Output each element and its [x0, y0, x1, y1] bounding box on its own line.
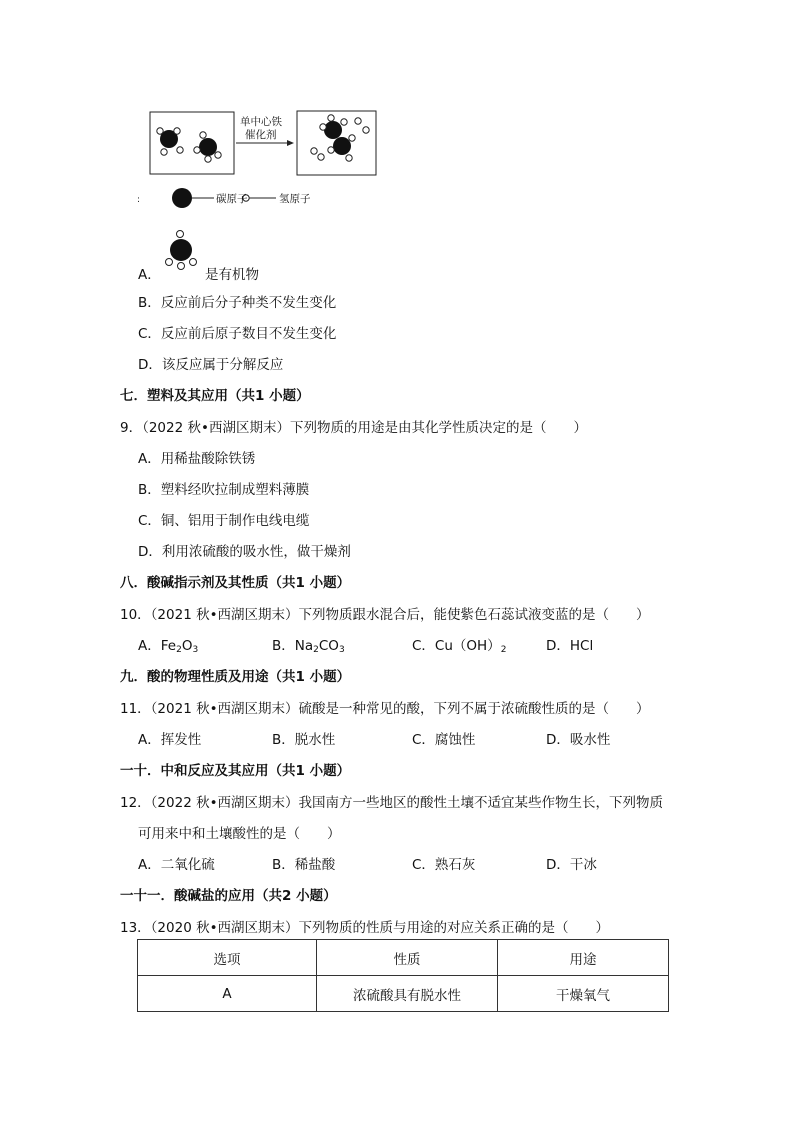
legend-carbon-label: 碳原子	[216, 193, 248, 205]
q10-option-c: C．$Cu(OH)_2$	[412, 638, 507, 655]
q8-option-a-text: 是有机物	[205, 267, 259, 283]
table-header-row	[138, 940, 669, 976]
arrow-label-line1: 单中心铁	[240, 116, 282, 128]
q13-table	[137, 939, 669, 1012]
svg-text::: :	[137, 195, 141, 205]
table-header-cell: 性质	[317, 940, 498, 976]
q10-option-d: D．HCl	[546, 638, 594, 654]
q8-option-b: B．反应前后分子种类不发生变化	[138, 295, 337, 311]
table-row	[138, 976, 669, 1012]
q12-option-c: C．熟石灰	[412, 857, 476, 873]
methane-molecule-2	[194, 132, 221, 162]
table-cell: 干燥氧气	[498, 976, 669, 1012]
table-header-cell: 用途	[498, 940, 669, 976]
q9-option-b: B．塑料经吹拉制成塑料薄膜	[138, 482, 310, 498]
q10-option-b: B．$Na_2CO_3$	[272, 638, 345, 655]
q8-option-d: D．该反应属于分解反应	[138, 357, 284, 373]
section-8-heading: 八．酸碱指示剂及其性质（共1 小题）	[120, 575, 351, 591]
table-cell: A	[138, 976, 317, 1012]
q11-option-a: A．挥发性	[138, 732, 202, 748]
q8-option-c: C．反应前后原子数目不发生变化	[138, 326, 337, 342]
q12-option-a: A．二氧化硫	[138, 857, 215, 873]
q10-option-a: A．$Fe_2O_3$	[138, 638, 199, 655]
section-11-heading: 一十一．酸碱盐的应用（共2 小题）	[120, 888, 337, 904]
q11-stem: 11．（2021 秋•西湖区期末）硫酸是一种常见的酸，下列不属于浓硫酸性质的是（ ）	[120, 701, 650, 717]
q13-stem: 13．（2020 秋•西湖区期末）下列物质的性质与用途的对应关系正确的是（ ）	[120, 920, 610, 936]
q11-option-c: C．腐蚀性	[412, 732, 476, 748]
q11-option-d: D．吸水性	[546, 732, 611, 748]
arrow-label-line2: 催化剂	[245, 129, 277, 141]
q12-stem-line1: 12．（2022 秋•西湖区期末）我国南方一些地区的酸性土壤不适宜某些作物生长，下列物质	[120, 795, 664, 811]
table-cell: 浓硫酸具有脱水性	[317, 976, 498, 1012]
q9-option-a: A．用稀盐酸除铁锈	[138, 451, 256, 467]
legend-hydrogen-label: 氢原子	[279, 193, 311, 205]
q9-option-c: C．铜、铝用于制作电线电缆	[138, 513, 310, 529]
section-7-heading: 七．塑料及其应用（共1 小题）	[120, 388, 310, 404]
table-header-cell: 选项	[138, 940, 317, 976]
option-a-molecule	[166, 231, 197, 270]
q9-stem: 9．（2022 秋•西湖区期末）下列物质的用途是由其化学性质决定的是（ ）	[120, 420, 587, 436]
methane-molecule-1	[157, 128, 183, 155]
ethane-molecule	[320, 115, 355, 161]
legend-carbon	[172, 188, 214, 208]
q9-option-d: D．利用浓硫酸的吸水性，做干燥剂	[138, 544, 351, 560]
section-10-heading: 一十．中和反应及其应用（共1 小题）	[120, 763, 351, 779]
section-9-heading: 九．酸的物理性质及用途（共1 小题）	[120, 669, 351, 685]
reaction-diagram	[0, 0, 794, 270]
q12-option-d: D．干冰	[546, 857, 597, 873]
q8-option-a-label: A．	[138, 267, 161, 283]
q12-option-b: B．稀盐酸	[272, 857, 336, 873]
q11-option-b: B．脱水性	[272, 732, 336, 748]
q12-stem-line2: 可用来中和土壤酸性的是（ ）	[138, 826, 341, 842]
q10-stem: 10．（2021 秋•西湖区期末）下列物质跟水混合后，能使紫色石蕊试液变蓝的是（ ）	[120, 607, 650, 623]
